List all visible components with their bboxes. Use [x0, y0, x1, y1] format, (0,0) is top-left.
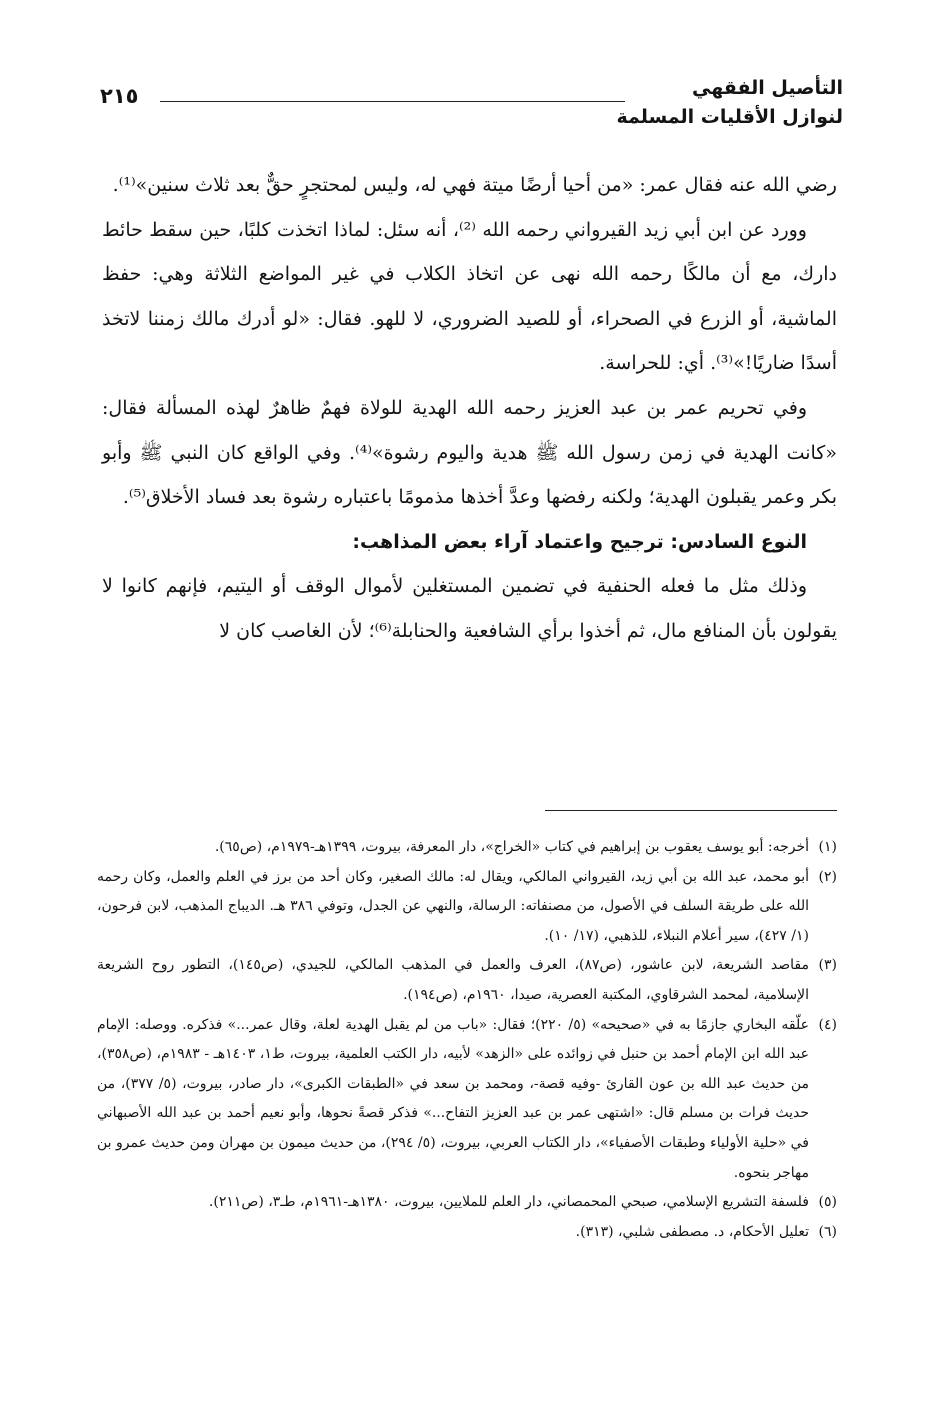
main-text	[102, 163, 837, 654]
paragraph-4: وذلك مثل ما فعله الحنفية في تضمين المستغلين لأموال الوقف أو اليتيم، فإنهم كانوا لا يقولون بأن المنافع مال، ثم أخذوا برأي الشافعية والحنابلة⁽⁶⁾؛ لأن الغاصب كان لا	[102, 575, 837, 642]
footnotes	[97, 833, 837, 1247]
footnote-text: فلسفة التشريع الإسلامي، صبحي المحمصاني، دار العلم للملايين، بيروت، ١٣٨٠هـ-١٩٦١م، طـ٣، (ص٢١١).	[208, 1194, 809, 1211]
footnote-text: أخرجه: أبو يوسف يعقوب بن إبراهيم في كتاب «الخراج»، دار المعرفة، بيروت، ١٣٩٩هـ-١٩٧٩م، (ص٦٥).	[214, 839, 809, 855]
footnote-3	[97, 951, 837, 1010]
footnote-text: مقاصد الشريعة، لابن عاشور، (ص٨٧)، العرف والعمل في المذهب المالكي، للجيدي، (ص١٤٥)، التطور روح الشريعة الإسلامية، لمحمد الشرقاوي، المكتبة العصرية، صيدا، ١٩٦٠م، (ص١٩٤).	[97, 957, 809, 1003]
book-title-line-1: التأصيل الفقهي	[692, 77, 843, 99]
footnote-marker: (٣)	[818, 957, 837, 974]
footnote-marker: (٤)	[818, 1016, 837, 1033]
page-number: ٢١٥	[100, 84, 139, 108]
book-title	[616, 74, 843, 132]
footnote-4	[97, 1011, 837, 1189]
footnote-marker: (٥)	[818, 1194, 837, 1211]
footnote-1	[97, 833, 837, 863]
footnote-5	[97, 1188, 837, 1218]
footnote-marker: (٦)	[818, 1223, 837, 1240]
footnote-text: علّقه البخاري جازمًا به في «صحيحه» (٥/ ٢٢٠)؛ فقال: «باب من لم يقبل الهدية لعلة، وقال عمر...» فذكره. ووصله: الإمام عبد الله ابن الإمام أحمد بن حنبل في زوائده على «الزهد» لأبيه، دار الكتب العلمية، بيروت، ط١، ١٤٠٣هـ - ١٩٨٣م، (ص٣٥٨)، من حديث عبد الله بن عون القارئ -وفيه قصة-، ومحمد بن سعد في «الطبقات الكبرى»، دار صادر، بيروت، (٥/ ٣٧٧)، من حديث فرات بن مسلم قال: «اشتهى عمر بن عبد العزيز التفاح...» فذكر قصةً نحوها، وأبو نعيم أحمد بن عبد الله الأصبهاني في «حلية الأولياء وطبقات الأصفياء»، دار الكتاب العربي، بيروت، (٥/ ٢٩٤)، من حديث ميمون بن مهران ومن حديث عمرو بن مهاجر بنحوه.	[97, 1016, 810, 1181]
header-rule	[160, 101, 625, 102]
footnote-separator	[545, 810, 837, 811]
footnote-text: تعليل الأحكام، د. مصطفى شلبي، (٣١٣).	[575, 1223, 809, 1240]
paragraph-3: وفي تحريم عمر بن عبد العزيز رحمه الله الهدية للولاة فهمٌ ظاهرٌ لهذه المسألة فقال: «كانت الهدية في زمن رسول الله ﷺ هدية واليوم رشوة»⁽⁴⁾. وفي الواقع كان النبي ﷺ وأبو بكر وعمر يقبلون الهدية؛ ولكنه رفضها وعدَّ أخذها مذمومًا باعتباره رشوة بعد فساد الأخلاق⁽⁵⁾.	[102, 396, 837, 509]
running-header	[100, 74, 843, 144]
footnote-2	[97, 863, 837, 952]
book-title-line-2: لنوازل الأقليات المسلمة	[616, 106, 843, 128]
footnote-text: أبو محمد، عبد الله بن أبي زيد، القيرواني المالكي، ويقال له: مالك الصغير، وكان أحد من برز في العلم والعمل، وكان رحمه الله على طريقة السلف في الأصول، من مصنفاته: الرسالة، والنهي عن الجدل، وتوفي ٣٨٦ هـ. الديباج المذهب، لابن فرحون، (١/ ٤٢٧)، سير أعلام النبلاء، للذهبي، (١٧/ ١٠).	[97, 868, 809, 944]
footnote-marker: (١)	[818, 839, 837, 855]
footnote-marker: (٢)	[818, 868, 837, 885]
paragraph-2: وورد عن ابن أبي زيد القيرواني رحمه الله ⁽²⁾، أنه سئل: لماذا اتخذت كلبًا، حين سقط حائط دارك، مع أن مالكًا رحمه الله نهى عن اتخاذ الكلاب في غير المواضع الثلاثة وهي: حفظ الماشية، أو الزرع في الصحراء، أو للصيد الضروري، لا للهو. فقال: «لو أدرك مالك زمننا لاتخذ أسدًا ضاريًا!»⁽³⁾. أي: للحراسة.	[102, 218, 837, 375]
section-heading: النوع السادس: ترجيح واعتماد آراء بعض المذاهب:	[352, 530, 807, 553]
footnote-6	[97, 1218, 837, 1248]
paragraph-1: رضي الله عنه فقال عمر: «من أحيا أرضًا ميتة فهي له، وليس لمحتجرٍ حقٌّ بعد ثلاث سنين»⁽¹⁾.	[112, 174, 837, 196]
